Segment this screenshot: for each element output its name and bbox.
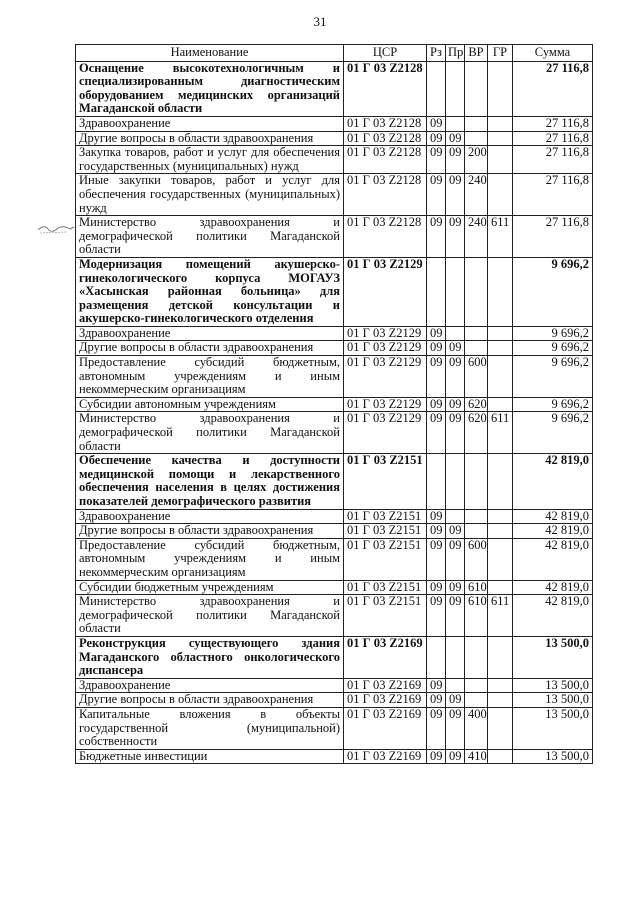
- cell-name: Субсидии автономным учреждениям: [76, 397, 344, 412]
- cell-sum: 42 819,0: [513, 509, 593, 524]
- cell-csr: 01 Г 03 Z2129: [344, 397, 427, 412]
- cell-pr: [446, 454, 465, 509]
- cell-pr: [446, 509, 465, 524]
- table-row: [76, 595, 593, 637]
- cell-vr: [465, 693, 488, 708]
- cell-rz: 09: [427, 595, 446, 637]
- table-row: [76, 61, 593, 116]
- table-row: [76, 257, 593, 326]
- cell-vr: [465, 326, 488, 341]
- cell-gr: [488, 131, 513, 146]
- cell-gr: 611: [488, 216, 513, 258]
- cell-sum: 13 500,0: [513, 707, 593, 749]
- cell-rz: 09: [427, 412, 446, 454]
- cell-vr: [465, 257, 488, 326]
- cell-csr: 01 Г 03 Z2169: [344, 693, 427, 708]
- cell-name: Оснащение высокотехнологичным и специализированным диагностическим оборудованием медицинских организаций Магаданской области: [76, 61, 344, 116]
- cell-csr: 01 Г 03 Z2128: [344, 131, 427, 146]
- cell-pr: 09: [446, 580, 465, 595]
- cell-csr: 01 Г 03 Z2128: [344, 146, 427, 174]
- cell-gr: [488, 693, 513, 708]
- cell-gr: [488, 146, 513, 174]
- cell-csr: 01 Г 03 Z2151: [344, 524, 427, 539]
- table-row: [76, 707, 593, 749]
- cell-name: Субсидии бюджетным учреждениям: [76, 580, 344, 595]
- cell-vr: [465, 61, 488, 116]
- cell-rz: 09: [427, 397, 446, 412]
- cell-pr: 09: [446, 412, 465, 454]
- header-gr: ГР: [488, 45, 513, 62]
- cell-csr: 01 Г 03 Z2129: [344, 341, 427, 356]
- cell-pr: 09: [446, 216, 465, 258]
- cell-name: Министерство здравоохранения и демографической политики Магаданской области: [76, 216, 344, 258]
- cell-gr: [488, 707, 513, 749]
- cell-name: Модернизация помещений акушерско-гинекологического корпуса МОГАУЗ «Хасынская районная больница» для размещения детской консультации и акушерско-гинекологического отделения: [76, 257, 344, 326]
- cell-gr: [488, 538, 513, 580]
- cell-vr: 240: [465, 174, 488, 216]
- cell-sum: 13 500,0: [513, 693, 593, 708]
- cell-rz: 09: [427, 580, 446, 595]
- cell-vr: 610: [465, 580, 488, 595]
- cell-vr: [465, 524, 488, 539]
- cell-gr: 611: [488, 595, 513, 637]
- cell-vr: [465, 341, 488, 356]
- cell-rz: [427, 61, 446, 116]
- table-row: [76, 116, 593, 131]
- cell-sum: 13 500,0: [513, 749, 593, 764]
- cell-csr: 01 Г 03 Z2169: [344, 749, 427, 764]
- header-csr: ЦСР: [344, 45, 427, 62]
- cell-name: Здравоохранение: [76, 116, 344, 131]
- cell-rz: 09: [427, 146, 446, 174]
- cell-name: Другие вопросы в области здравоохранения: [76, 524, 344, 539]
- header-rz: Рз: [427, 45, 446, 62]
- cell-name: Здравоохранение: [76, 509, 344, 524]
- table-row: [76, 216, 593, 258]
- cell-csr: 01 Г 03 Z2129: [344, 412, 427, 454]
- cell-gr: [488, 397, 513, 412]
- cell-pr: 09: [446, 397, 465, 412]
- cell-vr: 610: [465, 595, 488, 637]
- cell-sum: 27 116,8: [513, 116, 593, 131]
- cell-sum: 9 696,2: [513, 257, 593, 326]
- cell-rz: 09: [427, 341, 446, 356]
- cell-name: Обеспечение качества и доступности медицинской помощи и лекарственного обеспечения населения в целях достижения показателей демографического развития: [76, 454, 344, 509]
- cell-vr: [465, 454, 488, 509]
- cell-name: Министерство здравоохранения и демографической политики Магаданской области: [76, 595, 344, 637]
- cell-sum: 42 819,0: [513, 524, 593, 539]
- cell-pr: [446, 257, 465, 326]
- cell-gr: [488, 326, 513, 341]
- header-sum: Сумма: [513, 45, 593, 62]
- cell-name: Другие вопросы в области здравоохранения: [76, 131, 344, 146]
- table-row: [76, 146, 593, 174]
- cell-sum: 9 696,2: [513, 356, 593, 398]
- cell-rz: [427, 257, 446, 326]
- cell-name: Предоставление субсидий бюджетным, автономным учреждениям и иным некоммерческим организациям: [76, 356, 344, 398]
- cell-csr: 01 Г 03 Z2151: [344, 580, 427, 595]
- cell-pr: [446, 326, 465, 341]
- cell-csr: 01 Г 03 Z2151: [344, 595, 427, 637]
- cell-pr: 09: [446, 131, 465, 146]
- cell-pr: 09: [446, 146, 465, 174]
- cell-csr: 01 Г 03 Z2128: [344, 174, 427, 216]
- cell-gr: [488, 749, 513, 764]
- table-row: [76, 174, 593, 216]
- cell-sum: 42 819,0: [513, 580, 593, 595]
- table-row: [76, 538, 593, 580]
- cell-sum: 9 696,2: [513, 341, 593, 356]
- header-vr: ВР: [465, 45, 488, 62]
- cell-sum: 42 819,0: [513, 454, 593, 509]
- cell-name: Здравоохранение: [76, 678, 344, 693]
- table-row: [76, 356, 593, 398]
- cell-csr: 01 Г 03 Z2151: [344, 538, 427, 580]
- cell-csr: 01 Г 03 Z2129: [344, 356, 427, 398]
- cell-vr: 600: [465, 538, 488, 580]
- cell-name: Другие вопросы в области здравоохранения: [76, 341, 344, 356]
- cell-vr: [465, 678, 488, 693]
- cell-rz: 09: [427, 131, 446, 146]
- cell-sum: 9 696,2: [513, 412, 593, 454]
- cell-rz: 09: [427, 356, 446, 398]
- table-row: [76, 524, 593, 539]
- cell-sum: 27 116,8: [513, 146, 593, 174]
- table-row: [76, 749, 593, 764]
- table-row: [76, 454, 593, 509]
- cell-pr: [446, 116, 465, 131]
- cell-sum: 27 116,8: [513, 131, 593, 146]
- cell-csr: 01 Г 03 Z2128: [344, 61, 427, 116]
- cell-name: Предоставление субсидий бюджетным, автономным учреждениям и иным некоммерческим организациям: [76, 538, 344, 580]
- table-row: [76, 580, 593, 595]
- page-number: 31: [313, 14, 327, 29]
- cell-rz: [427, 454, 446, 509]
- cell-gr: 611: [488, 412, 513, 454]
- cell-pr: 09: [446, 693, 465, 708]
- cell-name: Бюджетные инвестиции: [76, 749, 344, 764]
- cell-vr: 400: [465, 707, 488, 749]
- handwritten-mark: [36, 220, 76, 236]
- cell-rz: 09: [427, 116, 446, 131]
- table-row: [76, 693, 593, 708]
- cell-csr: 01 Г 03 Z2169: [344, 636, 427, 678]
- table-row: [76, 341, 593, 356]
- cell-pr: 09: [446, 174, 465, 216]
- cell-sum: 27 116,8: [513, 174, 593, 216]
- cell-csr: 01 Г 03 Z2129: [344, 326, 427, 341]
- table-row: [76, 131, 593, 146]
- cell-gr: [488, 509, 513, 524]
- cell-gr: [488, 61, 513, 116]
- header-pr: Пр: [446, 45, 465, 62]
- cell-rz: 09: [427, 326, 446, 341]
- table-row: [76, 509, 593, 524]
- cell-pr: 09: [446, 595, 465, 637]
- cell-vr: 600: [465, 356, 488, 398]
- cell-rz: 09: [427, 216, 446, 258]
- cell-sum: 42 819,0: [513, 538, 593, 580]
- cell-pr: 09: [446, 749, 465, 764]
- cell-gr: [488, 454, 513, 509]
- cell-pr: 09: [446, 524, 465, 539]
- cell-pr: 09: [446, 538, 465, 580]
- cell-vr: 200: [465, 146, 488, 174]
- cell-vr: 620: [465, 397, 488, 412]
- cell-sum: 27 116,8: [513, 61, 593, 116]
- cell-pr: [446, 61, 465, 116]
- table-row: [76, 412, 593, 454]
- cell-pr: 09: [446, 707, 465, 749]
- cell-sum: 42 819,0: [513, 595, 593, 637]
- cell-vr: [465, 509, 488, 524]
- cell-gr: [488, 524, 513, 539]
- cell-csr: 01 Г 03 Z2151: [344, 454, 427, 509]
- cell-rz: 09: [427, 509, 446, 524]
- cell-gr: [488, 678, 513, 693]
- cell-pr: [446, 678, 465, 693]
- cell-pr: 09: [446, 356, 465, 398]
- cell-gr: [488, 174, 513, 216]
- cell-gr: [488, 341, 513, 356]
- cell-name: Закупка товаров, работ и услуг для обеспечения государственных (муниципальных) нужд: [76, 146, 344, 174]
- cell-vr: 240: [465, 216, 488, 258]
- header-name: Наименование: [76, 45, 344, 62]
- cell-sum: 13 500,0: [513, 636, 593, 678]
- cell-rz: 09: [427, 524, 446, 539]
- cell-rz: 09: [427, 749, 446, 764]
- cell-name: Капитальные вложения в объекты государственной (муниципальной) собственности: [76, 707, 344, 749]
- cell-name: Реконструкция существующего здания Магаданского областного онкологического диспансера: [76, 636, 344, 678]
- cell-csr: 01 Г 03 Z2128: [344, 216, 427, 258]
- cell-csr: 01 Г 03 Z2128: [344, 116, 427, 131]
- cell-gr: [488, 356, 513, 398]
- cell-name: Министерство здравоохранения и демографической политики Магаданской области: [76, 412, 344, 454]
- cell-rz: 09: [427, 693, 446, 708]
- cell-gr: [488, 116, 513, 131]
- table-row: [76, 636, 593, 678]
- cell-gr: [488, 580, 513, 595]
- cell-csr: 01 Г 03 Z2169: [344, 707, 427, 749]
- cell-vr: [465, 116, 488, 131]
- cell-name: Иные закупки товаров, работ и услуг для обеспечения государственных (муниципальных) нужд: [76, 174, 344, 216]
- table-header-row: [76, 45, 593, 62]
- cell-gr: [488, 257, 513, 326]
- cell-sum: 27 116,8: [513, 216, 593, 258]
- cell-vr: 410: [465, 749, 488, 764]
- cell-rz: 09: [427, 538, 446, 580]
- cell-name: Здравоохранение: [76, 326, 344, 341]
- budget-table: [75, 44, 593, 764]
- cell-csr: 01 Г 03 Z2151: [344, 509, 427, 524]
- cell-rz: [427, 636, 446, 678]
- cell-name: Другие вопросы в области здравоохранения: [76, 693, 344, 708]
- table-row: [76, 678, 593, 693]
- cell-gr: [488, 636, 513, 678]
- cell-sum: 9 696,2: [513, 397, 593, 412]
- cell-sum: 9 696,2: [513, 326, 593, 341]
- cell-rz: 09: [427, 678, 446, 693]
- cell-vr: [465, 131, 488, 146]
- cell-pr: [446, 636, 465, 678]
- cell-sum: 13 500,0: [513, 678, 593, 693]
- table-row: [76, 326, 593, 341]
- cell-pr: 09: [446, 341, 465, 356]
- cell-csr: 01 Г 03 Z2129: [344, 257, 427, 326]
- cell-csr: 01 Г 03 Z2169: [344, 678, 427, 693]
- cell-vr: [465, 636, 488, 678]
- table-row: [76, 397, 593, 412]
- cell-rz: 09: [427, 174, 446, 216]
- cell-vr: 620: [465, 412, 488, 454]
- cell-rz: 09: [427, 707, 446, 749]
